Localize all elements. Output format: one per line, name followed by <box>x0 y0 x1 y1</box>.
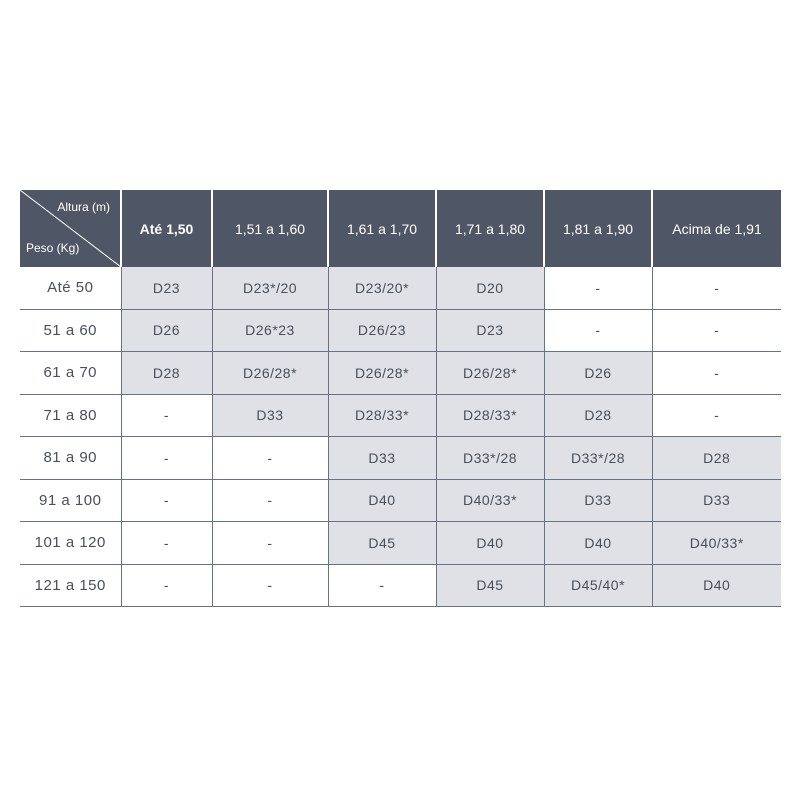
column-header: 1,71 a 1,80 <box>436 190 544 267</box>
table-cell: D23/20* <box>328 267 436 309</box>
table-cell: D40 <box>652 564 781 607</box>
table-row <box>20 267 781 309</box>
column-header: 1,61 a 1,70 <box>328 190 436 267</box>
height-axis-label: Altura (m) <box>57 200 110 214</box>
table-cell: - <box>121 437 212 480</box>
table-cell: D26 <box>121 309 212 352</box>
table-cell: D23 <box>121 267 212 309</box>
table-cell: D40/33* <box>436 479 544 522</box>
table-cell: D20 <box>436 267 544 309</box>
row-header: 91 a 100 <box>20 479 121 522</box>
table-cell: D26/23 <box>328 309 436 352</box>
column-header: Até 1,50 <box>121 190 212 267</box>
table-row <box>20 309 781 352</box>
table-row <box>20 522 781 565</box>
table-cell: - <box>212 479 328 522</box>
row-header: 61 a 70 <box>20 352 121 395</box>
column-header: 1,81 a 1,90 <box>544 190 652 267</box>
table-cell: - <box>121 564 212 607</box>
table-cell: D40 <box>328 479 436 522</box>
row-header: 101 a 120 <box>20 522 121 565</box>
table-cell: D40 <box>544 522 652 565</box>
table-row <box>20 352 781 395</box>
table-cell: D28/33* <box>328 394 436 437</box>
table-cell: - <box>652 267 781 309</box>
table-cell: D33 <box>212 394 328 437</box>
table-row <box>20 479 781 522</box>
table-cell: D45 <box>436 564 544 607</box>
density-table <box>20 190 781 607</box>
table-cell: D23 <box>436 309 544 352</box>
table-cell: D28 <box>544 394 652 437</box>
table-cell: D45 <box>328 522 436 565</box>
table-cell: D33 <box>328 437 436 480</box>
row-header: 121 a 150 <box>20 564 121 607</box>
table-cell: - <box>121 522 212 565</box>
table-cell: D28 <box>121 352 212 395</box>
table-cell: - <box>652 309 781 352</box>
table-cell: D26/28* <box>328 352 436 395</box>
table-cell: - <box>544 309 652 352</box>
table-row <box>20 394 781 437</box>
table-row <box>20 437 781 480</box>
weight-axis-label: Peso (Kg) <box>26 241 80 255</box>
density-table-container <box>20 190 781 607</box>
table-cell: D26/28* <box>436 352 544 395</box>
corner-header-cell <box>20 190 121 267</box>
table-cell: - <box>544 267 652 309</box>
table-cell: D33 <box>652 479 781 522</box>
row-header: 51 a 60 <box>20 309 121 352</box>
table-cell: D28/33* <box>436 394 544 437</box>
table-cell: D40/33* <box>652 522 781 565</box>
table-cell: - <box>212 437 328 480</box>
table-cell: - <box>121 394 212 437</box>
table-cell: D26 <box>544 352 652 395</box>
column-header: 1,51 a 1,60 <box>212 190 328 267</box>
table-cell: D33 <box>544 479 652 522</box>
table-cell: D33*/28 <box>544 437 652 480</box>
header-row <box>20 190 781 267</box>
column-header: Acima de 1,91 <box>652 190 781 267</box>
table-cell: - <box>121 479 212 522</box>
table-cell: D23*/20 <box>212 267 328 309</box>
row-header: Até 50 <box>20 267 121 309</box>
row-header: 71 a 80 <box>20 394 121 437</box>
table-cell: D45/40* <box>544 564 652 607</box>
table-cell: - <box>212 522 328 565</box>
table-cell: - <box>652 352 781 395</box>
table-cell: - <box>328 564 436 607</box>
table-cell: D26/28* <box>212 352 328 395</box>
table-row <box>20 564 781 607</box>
table-cell: D40 <box>436 522 544 565</box>
table-cell: D33*/28 <box>436 437 544 480</box>
table-cell: D26*23 <box>212 309 328 352</box>
table-cell: - <box>652 394 781 437</box>
row-header: 81 a 90 <box>20 437 121 480</box>
table-cell: D28 <box>652 437 781 480</box>
table-cell: - <box>212 564 328 607</box>
